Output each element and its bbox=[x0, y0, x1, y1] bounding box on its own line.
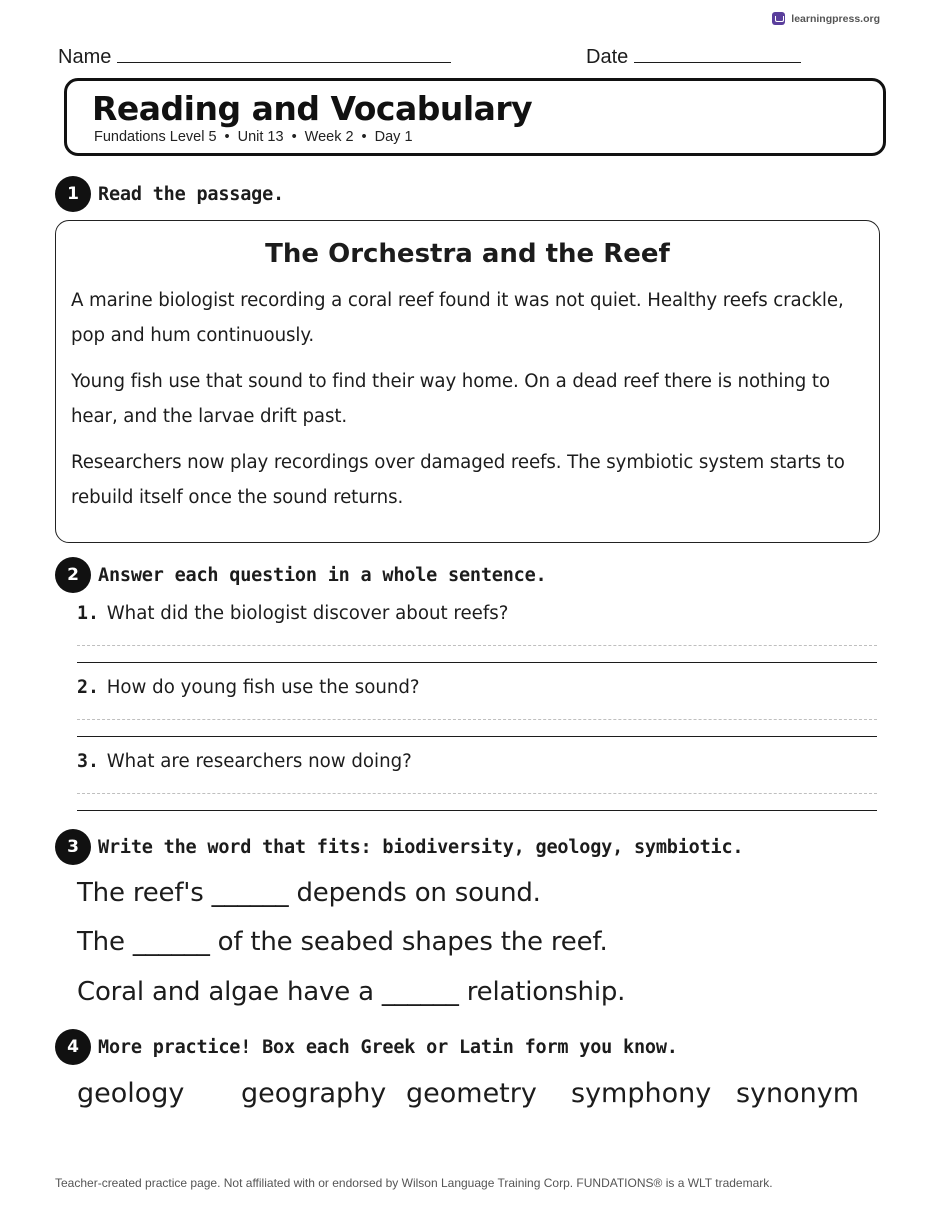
name-field bbox=[58, 46, 451, 69]
answer-line[interactable] bbox=[77, 662, 877, 663]
word-item[interactable]: geometry bbox=[406, 1078, 537, 1109]
question-1 bbox=[77, 603, 508, 624]
section-4-header bbox=[55, 1029, 678, 1065]
word-item[interactable]: synonym bbox=[736, 1078, 860, 1109]
question-text: What are researchers now doing? bbox=[106, 751, 412, 772]
name-blank[interactable] bbox=[117, 48, 451, 63]
passage-paragraph: Researchers now play recordings over damaged reefs. The symbiotic system starts to rebuild itself once the sound returns. bbox=[71, 452, 845, 508]
passage-title: The Orchestra and the Reef bbox=[265, 239, 670, 269]
answer-guide-line bbox=[77, 645, 877, 646]
word-item[interactable]: geology bbox=[77, 1078, 185, 1109]
name-label: Name bbox=[58, 46, 112, 68]
section-2-header bbox=[55, 557, 546, 593]
page-subtitle bbox=[94, 129, 413, 145]
passage-box bbox=[55, 220, 880, 543]
date-label: Date bbox=[586, 46, 629, 68]
subtitle-day: Day 1 bbox=[374, 129, 413, 145]
title-box bbox=[64, 78, 886, 156]
question-2 bbox=[77, 677, 420, 698]
fill-in-sentence: The reef's ______ depends on sound. bbox=[77, 878, 541, 908]
section-title: More practice! Box each Greek or Latin form you know. bbox=[98, 1036, 678, 1058]
section-number-badge: 4 bbox=[55, 1029, 91, 1065]
passage-paragraph: A marine biologist recording a coral reef found it was not quiet. Healthy reefs crackle, pop and hum continuously. bbox=[71, 290, 844, 346]
section-number-badge: 3 bbox=[55, 829, 91, 865]
subtitle-separator: • bbox=[224, 129, 230, 145]
question-3 bbox=[77, 751, 412, 772]
fill-in-sentence: The ______ of the seabed shapes the reef. bbox=[77, 927, 608, 957]
question-number: 1. bbox=[77, 603, 99, 624]
fill-in-sentence: Coral and algae have a ______ relationship. bbox=[77, 977, 626, 1007]
date-field bbox=[586, 46, 801, 69]
answer-guide-line bbox=[77, 793, 877, 794]
section-title: Read the passage. bbox=[98, 183, 284, 205]
footer-disclaimer: Teacher-created practice page. Not affiliated with or endorsed by Wilson Language Training Corp. FUNDATIONS® is a WLT trademark. bbox=[55, 1176, 773, 1190]
passage-paragraph: Young fish use that sound to find their way home. On a dead reef there is nothing to hear, and the larvae drift past. bbox=[71, 371, 830, 427]
question-text: How do young fish use the sound? bbox=[106, 677, 420, 698]
word-item[interactable]: geography bbox=[241, 1078, 387, 1109]
subtitle-week: Week 2 bbox=[304, 129, 354, 145]
answer-line[interactable] bbox=[77, 736, 877, 737]
book-icon bbox=[772, 12, 785, 25]
subtitle-unit: Unit 13 bbox=[237, 129, 284, 145]
question-number: 3. bbox=[77, 751, 99, 772]
answer-line[interactable] bbox=[77, 810, 877, 811]
section-number-badge: 2 bbox=[55, 557, 91, 593]
section-number-badge: 1 bbox=[55, 176, 91, 212]
section-title: Answer each question in a whole sentence. bbox=[98, 564, 547, 586]
question-number: 2. bbox=[77, 677, 99, 698]
subtitle-level: Fundations Level 5 bbox=[94, 129, 217, 145]
page-title: Reading and Vocabulary bbox=[92, 89, 533, 128]
date-blank[interactable] bbox=[634, 48, 801, 63]
word-item[interactable]: symphony bbox=[571, 1078, 712, 1109]
section-1-header bbox=[55, 176, 284, 212]
section-3-header bbox=[55, 829, 743, 865]
brand-mark bbox=[772, 12, 880, 25]
brand-text: learningpress.org bbox=[791, 12, 880, 25]
answer-guide-line bbox=[77, 719, 877, 720]
section-title: Write the word that fits: biodiversity, geology, symbiotic. bbox=[98, 836, 744, 858]
question-text: What did the biologist discover about reefs? bbox=[106, 603, 509, 624]
subtitle-separator: • bbox=[361, 129, 367, 145]
subtitle-separator: • bbox=[291, 129, 297, 145]
